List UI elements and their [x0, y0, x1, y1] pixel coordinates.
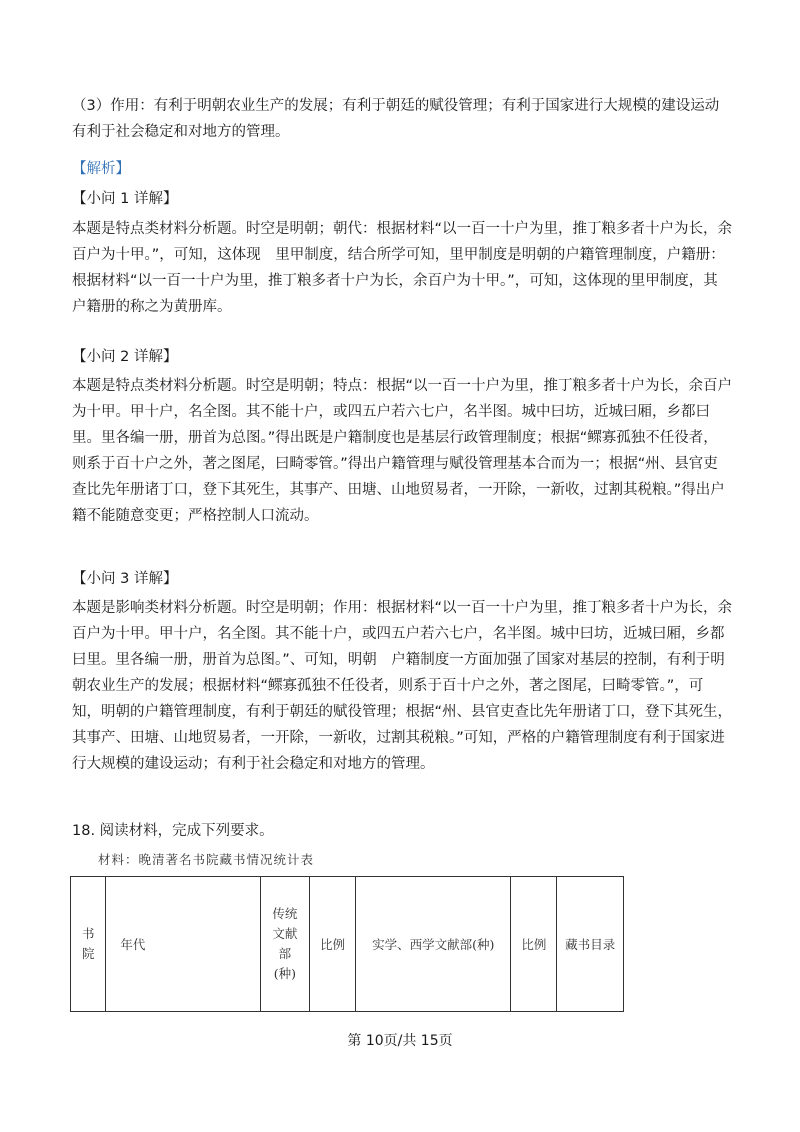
analysis-label: 【解析】 — [72, 161, 130, 177]
table-header-row — [71, 877, 624, 1012]
table-caption: 材料：晚清著名书院藏书情况统计表 — [98, 852, 315, 867]
book-statistics-table — [70, 876, 624, 1012]
question-18: 18. 阅读材料，完成下列要求。 — [72, 823, 274, 839]
q2-heading: 【小问 2 详解】 — [72, 349, 178, 365]
q2-text: 本题是特点类材料分析题。时空是明朝；特点：根据“以一百一十户为里，推丁粮多者十户为长，余百户为十甲。甲十户，名全图。其不能十户，或四五户若六七户，名半图。城中曰坊，近城曰厢，乡都曰里。里各编一册，册首为总图。”得出既是户籍制度也是基层行政管理制度；根据“鳏寡孤独不任役者，则系于百十户之外，著之图尾，曰畸零管。”得出户籍管理与赋役管理基本合而为一；根据“州、县官吏查比先年册诸丁口，登下其死生，其事产、田塘、山地贸易者，一开除，一新收，过割其税粮。”得出户籍不能随意变更；严格控制人口流动。 — [72, 378, 733, 524]
q1-text: 本题是特点类材料分析题。时空是明朝；朝代：根据材料“以一百一十户为里，推丁粮多者十户为长，余百户为十甲。”，可知，这体现 里甲制度，结合所学可知，里甲制度是明朝的户籍管理制度，户籍册：根据材料“以一百一十户为里，推丁粮多者十户为长，余百户为十甲。”，可知，这体现的里甲制度，其户籍册的称之为黄册库。 — [72, 221, 733, 315]
q1-heading: 【小问 1 详解】 — [72, 191, 178, 207]
header-western: 实学、西学文献部(种) — [356, 877, 511, 1012]
q3-text: 本题是影响类材料分析题。时空是明朝；作用：根据材料“以一百一十户为里，推丁粮多者十户为长，余百户为十甲。甲十户，名全图。其不能十户，或四五户若六七户，名半图。城中曰坊，近城曰厢，乡都曰里。里各编一册，册首为总图。”、可知，明朝 户籍制度一方面加强了国家对基层的控制，有利于明朝农业生产的发展；根据材料“鳏寡孤独不任役者，则系于百十户之外，著之图尾，曰畸零管。”，可知，明朝的户籍管理制度，有利于朝廷的赋役管理；根据“州、县官吏查比先年册诸丁口，登下其死生，其事产、田塘、山地贸易者，一开除，一新收，过割其税粮。”可知，严格的户籍管理制度有利于国家进行大规模的建设运动；有利于社会稳定和对地方的管理。 — [72, 600, 733, 772]
q3-heading: 【小问 3 详解】 — [72, 571, 178, 587]
header-ratio-1: 比例 — [310, 877, 356, 1012]
answer-3: （3）作用：有利于明朝农业生产的发展；有利于朝廷的赋役管理；有利于国家进行大规模的建设运动有利于社会稳定和对地方的管理。 — [72, 98, 720, 140]
header-era: 年代 — [106, 877, 260, 1012]
header-traditional: 传统文献部(种) — [260, 877, 309, 1012]
header-ratio-2: 比例 — [511, 877, 557, 1012]
header-catalog: 藏书目录 — [557, 877, 624, 1012]
header-academy: 书院 — [71, 877, 106, 1012]
page-footer: 第 10页/共 15页 — [347, 1033, 453, 1049]
